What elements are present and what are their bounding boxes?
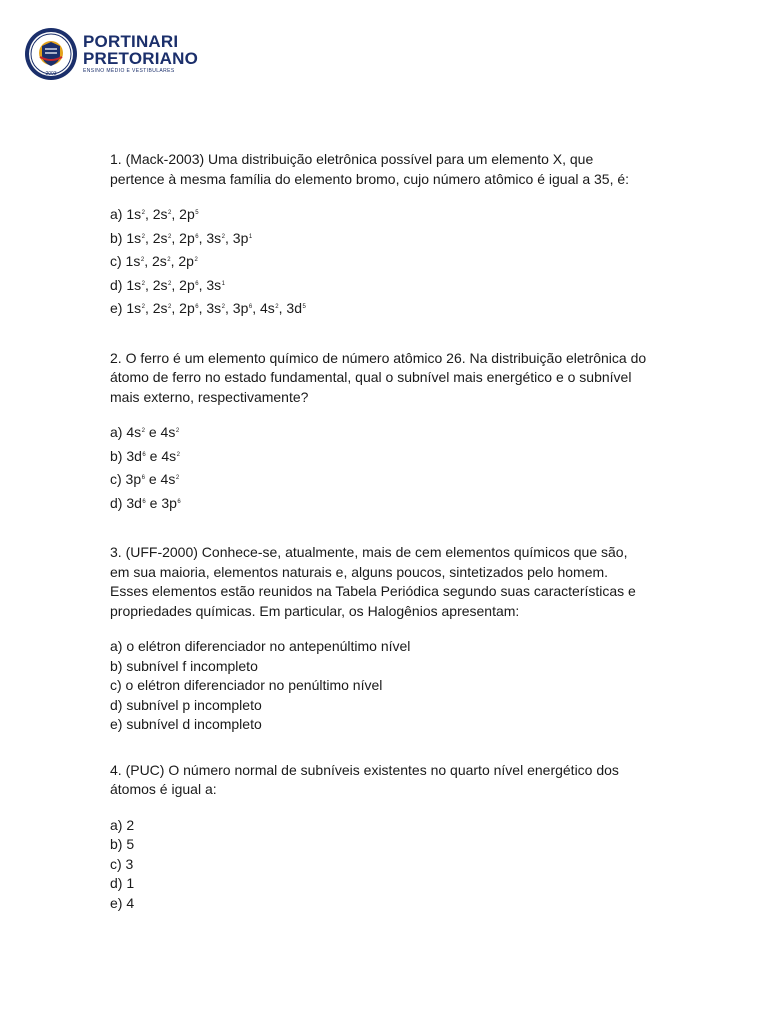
answer-option: c) $1s^2$, $2s^2$, $2p^2$ — [110, 253, 198, 269]
seal-year: 2003 — [45, 71, 57, 77]
question-text: 4. (PUC) O número normal de subníveis existentes no quarto nível energético dos átomos é igual a: — [110, 761, 619, 797]
answer-option: e) $1s^2$, $2s^2$, $2p^6$, $3s^2$, $3p^6$, $4s^2$, $3d^5$ — [110, 300, 306, 316]
answer-options — [110, 205, 650, 323]
answer-option: b) 5 — [110, 836, 135, 852]
answer-option: d) subnível p incompleto — [110, 696, 262, 713]
answer-option: a) $4s^2$ e $4s^2$ — [110, 424, 180, 440]
answer-option: a) 2 — [110, 816, 135, 833]
brand — [83, 33, 198, 75]
question-text: 3. (UFF-2000) Conhece-se, atualmente, mais de cem elementos químicos que são, em sua maioria, elementos naturais e, alguns poucos, sintetizados pelo homem. Esses elementos estão reunidos na Tabela Periódica segundo suas características e propriedades químicas. Em particular, os Halogênios apresentam: — [110, 544, 636, 619]
answer-option: b) subnível f incompleto — [110, 657, 258, 674]
answer-options — [110, 816, 650, 914]
question-list — [110, 150, 650, 939]
question-4 — [110, 761, 650, 914]
header-logo — [24, 26, 198, 82]
answer-options — [110, 423, 650, 517]
brand-name-line2: PRETORIANO — [83, 49, 199, 68]
answer-option: c) $3p^6$ e $4s^2$ — [110, 471, 180, 487]
answer-option: a) o elétron diferenciador no antepenúltimo nível — [110, 638, 411, 654]
answer-option: d) $3d^6$ e $3p^6$ — [110, 494, 181, 511]
answer-option: c) o elétron diferenciador no penúltimo nível — [110, 677, 383, 693]
brand-name-line1: PORTINARI — [83, 32, 179, 51]
answer-option: e) subnível d incompleto — [110, 716, 262, 732]
answer-option: b) $1s^2$, $2s^2$, $2p^6$, $3s^2$, $3p^1$ — [110, 229, 253, 246]
school-seal-icon — [24, 27, 78, 81]
question-1 — [110, 150, 650, 323]
answer-option: b) $3d^6$ e $4s^2$ — [110, 447, 180, 464]
answer-option: a) $1s^2$, $2s^2$, $2p^5$ — [110, 206, 199, 222]
answer-option: c) 3 — [110, 855, 134, 872]
brand-tagline: ENSINO MÉDIO E VESTIBULARES — [83, 68, 175, 74]
answer-option: d) $1s^2$, $2s^2$, $2p^6$, $3s^1$ — [110, 276, 226, 293]
question-text: 2. O ferro é um elemento químico de número atômico 26. Na distribuição eletrônica do átomo de ferro no estado fundamental, qual o subnível mais energético e o subnível mais externo, respectivamente? — [110, 349, 647, 405]
question-text: 1. (Mack-2003) Uma distribuição eletrônica possível para um elemento X, que pertence à mesma família do elemento bromo, cujo número atômico é igual a 35, é: — [110, 151, 630, 187]
answer-options — [110, 637, 650, 735]
question-2 — [110, 349, 650, 518]
answer-option: e) 4 — [110, 894, 135, 911]
answer-option: d) 1 — [110, 875, 135, 891]
question-3 — [110, 543, 650, 735]
